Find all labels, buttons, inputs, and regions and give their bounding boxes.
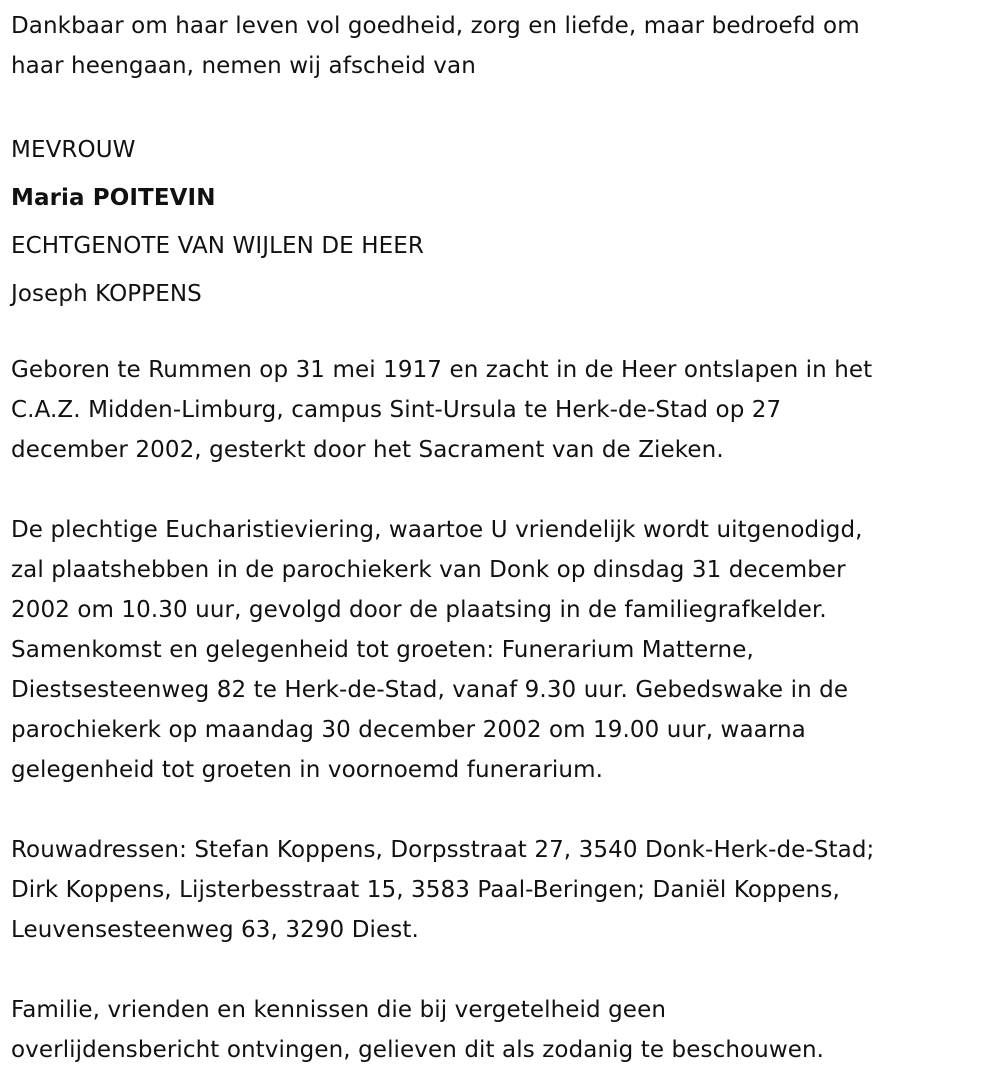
closing-line: Familie, vrienden en kennissen die bij vergetelheid geen: [11, 997, 666, 1023]
paragraph-gap: [11, 790, 992, 830]
ceremony-line: zal plaatshebben in de parochiekerk van Donk op dinsdag 31 december: [11, 557, 846, 583]
ceremony-paragraph: [11, 510, 992, 790]
closing-line: overlijdensbericht ontvingen, gelieven dit als zodanig te beschouwen.: [11, 1037, 825, 1063]
closing-paragraph: [11, 990, 992, 1070]
deceased-block: [11, 126, 992, 318]
ceremony-line: Diestsesteenweg 82 te Herk-de-Stad, vanaf 9.30 uur. Gebedswake in de: [11, 677, 849, 703]
address-line: Leuvensesteenweg 63, 3290 Diest.: [11, 917, 419, 943]
ceremony-line: parochiekerk op maandag 30 december 2002 om 19.00 uur, waarna: [11, 717, 806, 743]
address-line: Dirk Koppens, Lijsterbesstraat 15, 3583 Paal-Beringen; Daniël Koppens,: [11, 877, 840, 903]
intro-paragraph: [11, 6, 992, 86]
ceremony-line: De plechtige Eucharistieviering, waartoe U vriendelijk wordt uitgenodigd,: [11, 517, 863, 543]
spouse-label: ECHTGENOTE VAN WIJLEN DE HEER: [11, 233, 424, 259]
address-line: Rouwadressen: Stefan Koppens, Dorpsstraat 27, 3540 Donk-Herk-de-Stad;: [11, 837, 875, 863]
paragraph-gap: [11, 318, 992, 350]
addresses-paragraph: [11, 830, 992, 950]
paragraph-gap: [11, 950, 992, 990]
paragraph-gap: [11, 470, 992, 510]
paragraph-gap: [11, 86, 992, 126]
title-label: MEVROUW: [11, 137, 136, 163]
birth-death-paragraph: [11, 350, 992, 470]
intro-line: Dankbaar om haar leven vol goedheid, zorg en liefde, maar bedroefd om: [11, 13, 860, 39]
birth-death-line: december 2002, gesterkt door het Sacrament van de Zieken.: [11, 437, 724, 463]
birth-death-line: C.A.Z. Midden-Limburg, campus Sint-Ursula te Herk-de-Stad op 27: [11, 397, 782, 423]
ceremony-line: gelegenheid tot groeten in voornoemd funerarium.: [11, 757, 603, 783]
spouse-name: Joseph KOPPENS: [11, 281, 202, 307]
ceremony-line: 2002 om 10.30 uur, gevolgd door de plaatsing in de familiegrafkelder.: [11, 597, 827, 623]
birth-death-line: Geboren te Rummen op 31 mei 1917 en zacht in de Heer ontslapen in het: [11, 357, 873, 383]
deceased-name: Maria POITEVIN: [11, 185, 216, 211]
intro-line: haar heengaan, nemen wij afscheid van: [11, 53, 476, 79]
ceremony-line: Samenkomst en gelegenheid tot groeten: Funerarium Matterne,: [11, 637, 754, 663]
